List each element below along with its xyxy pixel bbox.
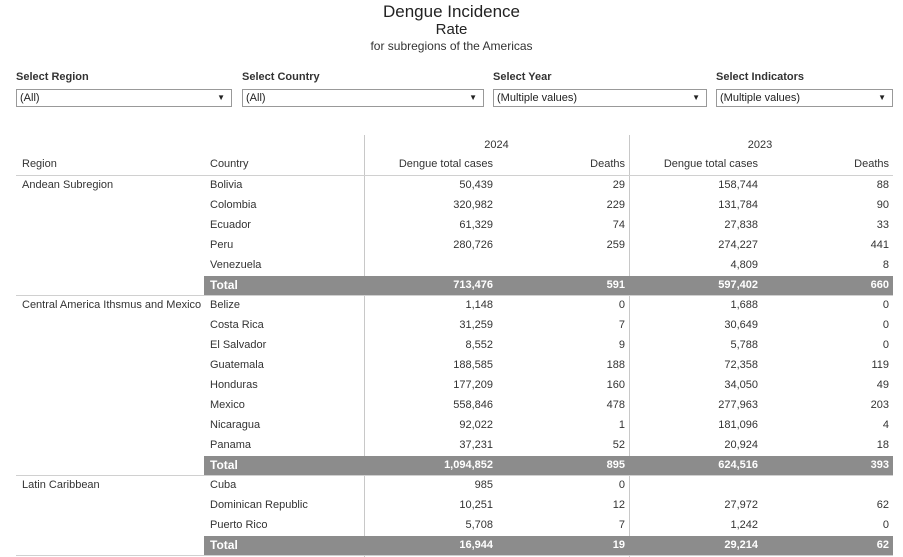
region-label: Central America Ithsmus and Mexico bbox=[22, 299, 202, 311]
year-header-2023: 2023 bbox=[747, 139, 773, 151]
table-cell-c23: 20,924 bbox=[724, 439, 758, 451]
table-cell-c23 bbox=[640, 475, 758, 495]
table-cell-c24: 188,585 bbox=[453, 359, 493, 371]
year-divider-2023 bbox=[629, 135, 630, 557]
table-cell-c24: 92,022 bbox=[459, 419, 493, 431]
country-filter bbox=[242, 71, 484, 107]
country-label: Honduras bbox=[210, 379, 258, 391]
region-dropdown-value: (All) bbox=[20, 92, 40, 104]
page-caption: for subregions of the Americas bbox=[370, 39, 533, 53]
page-title: Dengue Incidence bbox=[382, 2, 521, 21]
total-cell-d23: 660 bbox=[870, 279, 889, 291]
indicators-filter-label: Select Indicators bbox=[716, 71, 805, 83]
table-cell-d23: 62 bbox=[876, 499, 889, 511]
table-cell-c24: 8,552 bbox=[465, 339, 493, 351]
table-cell-d24: 52 bbox=[612, 439, 625, 451]
table-cell-c23: 30,649 bbox=[724, 319, 758, 331]
table-cell-d23: 0 bbox=[882, 339, 889, 351]
total-cell-c23: 29,214 bbox=[724, 539, 758, 551]
country-label: Bolivia bbox=[210, 179, 243, 191]
region-filter-label: Select Region bbox=[16, 71, 89, 83]
table-cell-c23: 1,688 bbox=[730, 299, 758, 311]
region-label: Latin Caribbean bbox=[22, 479, 100, 491]
group-divider bbox=[16, 555, 893, 556]
table-cell-d24 bbox=[540, 255, 625, 275]
table-cell-d23: 8 bbox=[882, 259, 889, 271]
table-cell-c24: 985 bbox=[474, 479, 493, 491]
table-cell-c23: 158,744 bbox=[718, 179, 758, 191]
total-cell-d24: 19 bbox=[612, 539, 625, 551]
table-cell-d23: 49 bbox=[876, 379, 889, 391]
year-filter bbox=[493, 71, 707, 107]
total-cell-d23: 393 bbox=[870, 459, 889, 471]
chevron-down-icon: ▼ bbox=[217, 93, 225, 102]
table-cell-d23: 18 bbox=[876, 439, 889, 451]
country-label: Costa Rica bbox=[210, 319, 264, 331]
country-label: Guatemala bbox=[210, 359, 264, 371]
table-cell-d23: 0 bbox=[882, 319, 889, 331]
country-label: Puerto Rico bbox=[210, 519, 268, 531]
table-cell-d24: 0 bbox=[618, 479, 625, 491]
table-cell-d24: 1 bbox=[618, 419, 625, 431]
year-dropdown[interactable] bbox=[493, 89, 707, 107]
page-subtitle: Rate bbox=[435, 21, 468, 38]
year-divider-2024 bbox=[364, 135, 365, 557]
table-cell-d23: 119 bbox=[871, 359, 889, 371]
column-header-cases-2024: Dengue total cases bbox=[398, 158, 493, 170]
year-header-2024: 2024 bbox=[484, 139, 509, 151]
total-cell-d24: 591 bbox=[606, 279, 625, 291]
chevron-down-icon: ▼ bbox=[878, 93, 886, 102]
table-cell-c24: 177,209 bbox=[453, 379, 493, 391]
table-cell-d23: 0 bbox=[882, 299, 889, 311]
country-dropdown-value: (All) bbox=[246, 92, 266, 104]
total-cell-c23: 597,402 bbox=[718, 279, 758, 291]
table-cell-d23: 88 bbox=[876, 179, 889, 191]
table-cell-d24: 160 bbox=[606, 379, 625, 391]
table-cell-c23: 1,242 bbox=[730, 519, 758, 531]
country-label: Dominican Republic bbox=[210, 499, 308, 511]
table-cell-c24: 10,251 bbox=[459, 499, 493, 511]
table-cell-d24: 229 bbox=[606, 199, 625, 211]
chevron-down-icon: ▼ bbox=[469, 93, 477, 102]
table-cell-d24: 9 bbox=[618, 339, 625, 351]
table-cell-c24: 5,708 bbox=[465, 519, 493, 531]
column-header-country: Country bbox=[210, 158, 249, 170]
table-cell-d24: 12 bbox=[612, 499, 625, 511]
country-label: Belize bbox=[210, 299, 240, 311]
table-cell-d23: 4 bbox=[882, 419, 889, 431]
indicators-filter bbox=[716, 71, 893, 107]
region-label: Andean Subregion bbox=[22, 179, 114, 191]
table-cell-d24: 0 bbox=[618, 299, 625, 311]
country-label: El Salvador bbox=[210, 339, 267, 351]
country-label: Panama bbox=[210, 439, 251, 451]
country-label: Peru bbox=[210, 239, 234, 251]
total-cell-c24: 16,944 bbox=[459, 539, 493, 551]
total-row-label: Total bbox=[210, 278, 238, 292]
table-cell-d23: 441 bbox=[870, 239, 889, 251]
table-cell-d24: 478 bbox=[606, 399, 625, 411]
year-dropdown-value: (Multiple values) bbox=[497, 92, 578, 104]
table-cell-c23: 277,963 bbox=[718, 399, 758, 411]
column-header-deaths-2023: Deaths bbox=[854, 158, 889, 170]
total-row-label: Total bbox=[210, 538, 238, 552]
table-cell-c24: 37,231 bbox=[459, 439, 493, 451]
table-cell-d23: 33 bbox=[876, 219, 889, 231]
table-cell-c24: 61,329 bbox=[459, 219, 493, 231]
table-cell-c23: 131,784 bbox=[718, 199, 758, 211]
table-cell-c23: 181,096 bbox=[718, 419, 758, 431]
table-cell-c24: 1,148 bbox=[465, 299, 493, 311]
country-label: Venezuela bbox=[210, 259, 262, 271]
table-cell-d24: 29 bbox=[612, 179, 625, 191]
table-cell-d24: 259 bbox=[606, 239, 625, 251]
total-cell-d24: 895 bbox=[606, 459, 625, 471]
table-cell-c23: 27,838 bbox=[724, 219, 758, 231]
indicators-dropdown-value: (Multiple values) bbox=[720, 92, 801, 104]
column-header-deaths-2024: Deaths bbox=[590, 158, 625, 170]
table-cell-d24: 7 bbox=[618, 319, 625, 331]
table-cell-c24: 558,846 bbox=[453, 399, 493, 411]
table-cell-c23: 4,809 bbox=[730, 259, 758, 271]
region-dropdown[interactable] bbox=[16, 89, 232, 107]
table-cell-d23: 203 bbox=[870, 399, 889, 411]
table-cell-c24 bbox=[370, 255, 493, 275]
column-header-cases-2023: Dengue total cases bbox=[663, 158, 758, 170]
table-cell-d23: 0 bbox=[882, 519, 889, 531]
table-cell-c23: 72,358 bbox=[724, 359, 758, 371]
table-cell-c23: 34,050 bbox=[724, 379, 758, 391]
chevron-down-icon: ▼ bbox=[692, 93, 700, 102]
table-cell-d24: 7 bbox=[618, 519, 625, 531]
table-cell-c24: 50,439 bbox=[459, 179, 493, 191]
country-label: Colombia bbox=[210, 199, 257, 211]
country-filter-label: Select Country bbox=[242, 71, 320, 83]
table-cell-c23: 5,788 bbox=[730, 339, 758, 351]
total-cell-d23: 62 bbox=[876, 539, 889, 551]
country-label: Mexico bbox=[210, 399, 245, 411]
year-filter-label: Select Year bbox=[493, 71, 552, 83]
country-dropdown[interactable] bbox=[242, 89, 484, 107]
table-cell-d24: 74 bbox=[612, 219, 625, 231]
table-cell-d24: 188 bbox=[606, 359, 625, 371]
total-cell-c24: 1,094,852 bbox=[444, 459, 493, 471]
region-filter bbox=[16, 71, 232, 107]
table-cell-c24: 280,726 bbox=[453, 239, 493, 251]
country-label: Ecuador bbox=[210, 219, 251, 231]
country-label: Cuba bbox=[210, 479, 237, 491]
total-cell-c24: 713,476 bbox=[453, 279, 493, 291]
table-cell-c23: 274,227 bbox=[718, 239, 758, 251]
total-cell-c23: 624,516 bbox=[718, 459, 758, 471]
table-cell-c24: 320,982 bbox=[453, 199, 493, 211]
total-row-label: Total bbox=[210, 458, 238, 472]
country-label: Nicaragua bbox=[210, 419, 261, 431]
column-header-region: Region bbox=[22, 158, 57, 170]
table-cell-c23: 27,972 bbox=[724, 499, 758, 511]
table-cell-d23: 90 bbox=[876, 199, 889, 211]
indicators-dropdown[interactable] bbox=[716, 89, 893, 107]
table-cell-d23 bbox=[800, 475, 889, 495]
table-cell-c24: 31,259 bbox=[459, 319, 493, 331]
